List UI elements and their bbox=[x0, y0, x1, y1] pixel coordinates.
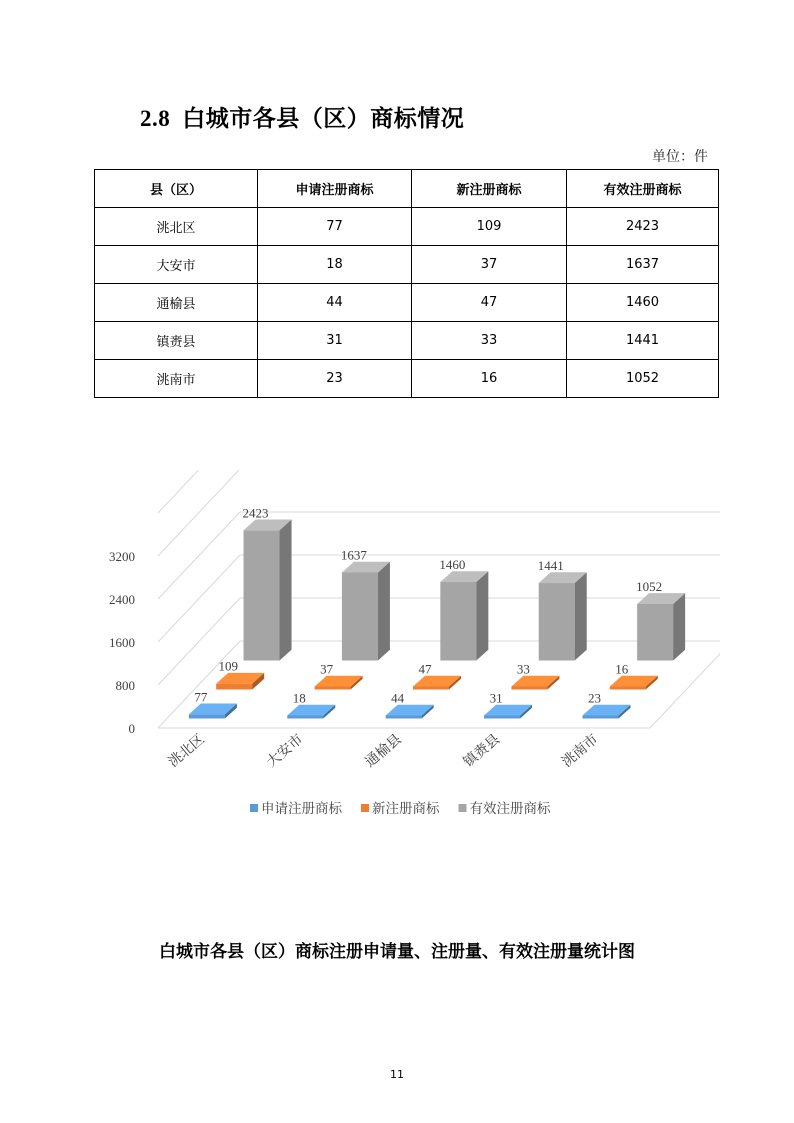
table-cell-county: 洮北区 bbox=[95, 208, 258, 246]
data-label: 2423 bbox=[242, 505, 269, 521]
bar-front bbox=[440, 582, 476, 660]
data-label: 31 bbox=[489, 690, 503, 706]
bar-front bbox=[539, 583, 575, 660]
data-label: 1441 bbox=[537, 558, 564, 574]
y-tick-label: 800 bbox=[115, 678, 135, 693]
table-header-row bbox=[95, 170, 719, 208]
data-label: 16 bbox=[615, 661, 629, 677]
legend-swatch bbox=[250, 804, 258, 812]
table-cell: 1052 bbox=[567, 360, 719, 398]
table-cell: 44 bbox=[258, 284, 412, 322]
table-row bbox=[95, 208, 719, 246]
bar-front bbox=[287, 716, 323, 719]
gridline-side bbox=[158, 470, 240, 513]
trademark-table bbox=[94, 169, 719, 398]
bar-front bbox=[189, 714, 225, 718]
data-label: 77 bbox=[194, 689, 208, 705]
y-tick-label: 3200 bbox=[109, 549, 135, 564]
bar-front bbox=[413, 687, 449, 690]
bar-front bbox=[315, 687, 351, 690]
section-number: 2.8 bbox=[140, 106, 171, 131]
data-label: 33 bbox=[516, 661, 530, 677]
legend-swatch bbox=[459, 804, 467, 812]
gridline-side bbox=[158, 470, 240, 556]
data-label: 44 bbox=[391, 690, 405, 706]
table-cell: 37 bbox=[412, 246, 567, 284]
bar-front bbox=[216, 684, 252, 690]
gridline-side bbox=[158, 512, 240, 599]
bar-front bbox=[386, 716, 422, 719]
data-label: 37 bbox=[320, 661, 334, 677]
table-cell: 2423 bbox=[567, 208, 719, 246]
table-cell-county: 洮南市 bbox=[95, 360, 258, 398]
table-cell-county: 大安市 bbox=[95, 246, 258, 284]
bar-front bbox=[342, 573, 378, 661]
chart bbox=[100, 470, 720, 830]
x-tick-label: 通榆县 bbox=[362, 732, 405, 771]
x-tick-label: 洮北区 bbox=[166, 732, 208, 771]
y-tick-label: 1600 bbox=[109, 635, 135, 650]
legend-label: 申请注册商标 bbox=[261, 801, 342, 816]
data-label: 18 bbox=[292, 690, 306, 706]
y-tick-label: 0 bbox=[128, 721, 135, 736]
bar-side bbox=[673, 593, 685, 660]
table-cell: 33 bbox=[412, 322, 567, 360]
bar-front bbox=[244, 530, 280, 660]
bar-front bbox=[610, 687, 646, 690]
legend-swatch bbox=[361, 804, 369, 812]
table-cell: 16 bbox=[412, 360, 567, 398]
x-tick-label: 大安市 bbox=[264, 732, 307, 771]
column-header: 县（区） bbox=[95, 170, 258, 208]
bar-front bbox=[484, 716, 520, 719]
table-cell: 1441 bbox=[567, 322, 719, 360]
x-tick-label: 镇赉县 bbox=[461, 732, 504, 771]
table-cell-county: 通榆县 bbox=[95, 284, 258, 322]
table-cell: 47 bbox=[412, 284, 567, 322]
table-row bbox=[95, 284, 719, 322]
column-header: 申请注册商标 bbox=[258, 170, 412, 208]
bar-front bbox=[637, 604, 673, 661]
data-label: 1637 bbox=[340, 547, 367, 563]
table-row bbox=[95, 246, 719, 284]
legend-label: 有效注册商标 bbox=[469, 801, 551, 816]
table-cell: 18 bbox=[258, 246, 412, 284]
data-label: 1052 bbox=[636, 578, 663, 594]
data-label: 1460 bbox=[439, 557, 466, 573]
table-cell: 1460 bbox=[567, 284, 719, 322]
gridline-side bbox=[158, 555, 240, 642]
bar-front bbox=[511, 687, 547, 690]
table-cell-county: 镇赉县 bbox=[95, 322, 258, 360]
chart-svg bbox=[100, 470, 720, 830]
legend-label: 新注册商标 bbox=[372, 801, 440, 816]
table-cell: 23 bbox=[258, 360, 412, 398]
y-tick-label: 2400 bbox=[109, 592, 135, 607]
bar-side bbox=[575, 572, 587, 660]
table-cell: 31 bbox=[258, 322, 412, 360]
data-label: 109 bbox=[218, 658, 238, 674]
bar-front bbox=[582, 716, 618, 719]
section-title bbox=[140, 100, 464, 133]
x-tick-label: 洮南市 bbox=[559, 732, 602, 771]
bar-side bbox=[476, 571, 488, 660]
table-cell: 109 bbox=[412, 208, 567, 246]
unit-label: 单位：件 bbox=[652, 149, 708, 165]
section-heading: 白城市各县（区）商标情况 bbox=[182, 105, 465, 132]
table-cell: 77 bbox=[258, 208, 412, 246]
column-header: 有效注册商标 bbox=[567, 170, 719, 208]
bar-side bbox=[280, 519, 292, 660]
data-label: 47 bbox=[418, 661, 432, 677]
table-row bbox=[95, 360, 719, 398]
table-cell: 1637 bbox=[567, 246, 719, 284]
data-label: 23 bbox=[587, 690, 601, 706]
column-header: 新注册商标 bbox=[412, 170, 567, 208]
chart-caption: 白城市各县（区）商标注册申请量、注册量、有效注册量统计图 bbox=[159, 942, 635, 962]
table-row bbox=[95, 322, 719, 360]
page-number: 11 bbox=[390, 1068, 404, 1081]
bar-side bbox=[378, 562, 390, 661]
